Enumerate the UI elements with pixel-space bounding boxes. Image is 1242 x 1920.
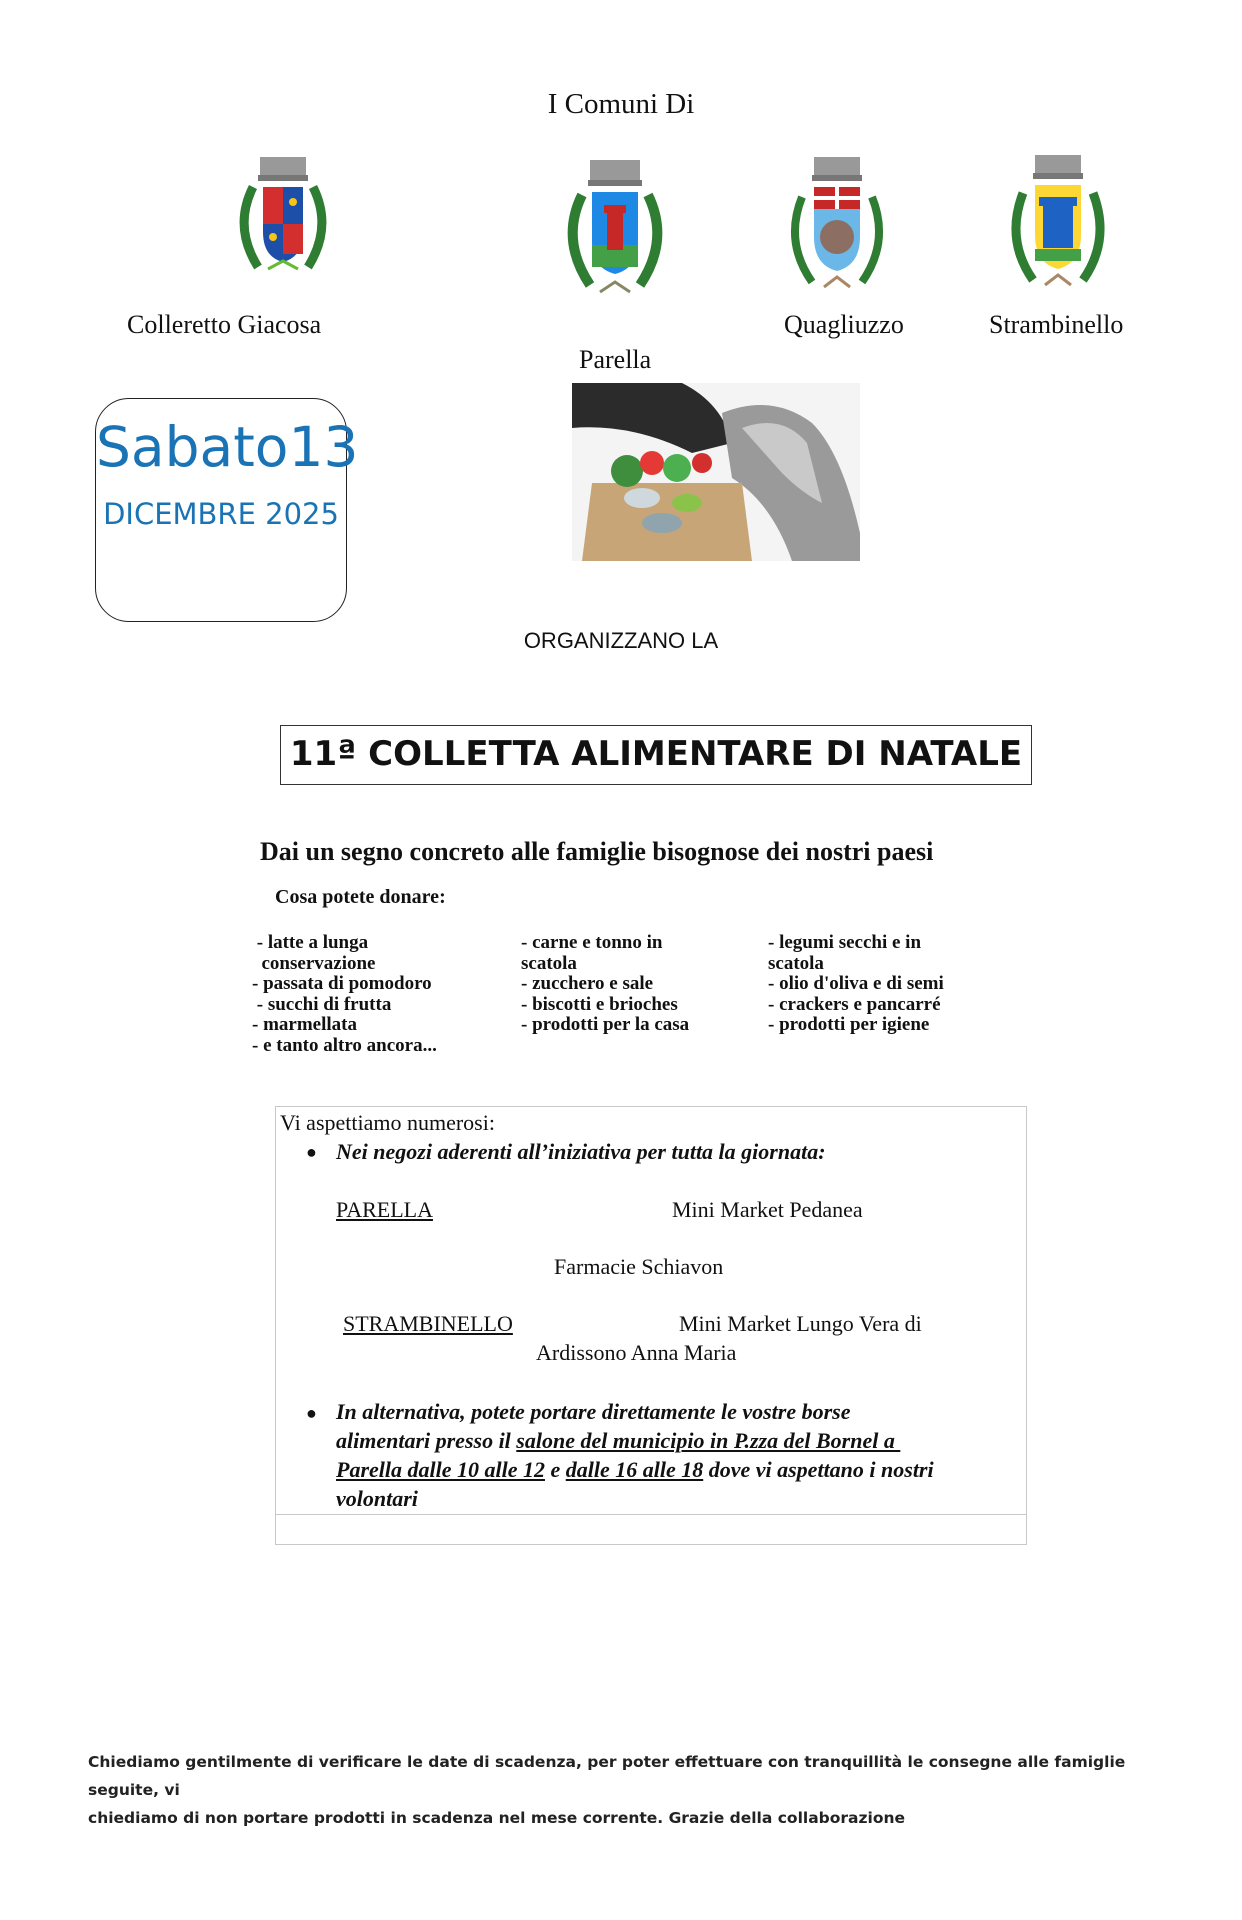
donate-heading: Cosa potete donare:: [275, 886, 446, 908]
list-item: scatola: [768, 952, 824, 974]
list-item: - succhi di frutta: [252, 993, 392, 1015]
info-intro: Vi aspettiamo numerosi:: [280, 1110, 495, 1135]
alt-line-4: volontari: [336, 1486, 418, 1511]
divider: [276, 1514, 1026, 1515]
footer-line-2: chiediamo di non portare prodotti in scadenza nel mese corrente. Grazie della collaborazione: [88, 1809, 906, 1827]
strambinello-shop-l2: Ardissono Anna Maria: [536, 1340, 737, 1365]
parella-shop-1: Mini Market Pedanea: [672, 1197, 863, 1222]
list-item: - biscotti e brioches: [521, 993, 678, 1015]
footer-note: [88, 1748, 1168, 1832]
donate-column-2: [521, 933, 689, 1036]
list-item: - e tanto altro ancora...: [252, 1034, 437, 1056]
parella-crest-icon: [560, 160, 670, 310]
date-month: DICEMBRE 2025: [103, 497, 339, 531]
bullet-icon: ●: [306, 1142, 317, 1162]
list-item: scatola: [521, 952, 577, 974]
list-item: - passata di pomodoro: [252, 973, 432, 994]
strambinello-shop-l1: Mini Market Lungo Vera di: [679, 1311, 922, 1336]
parella-shop-2: Farmacie Schiavon: [554, 1254, 724, 1279]
parella-label: PARELLA: [336, 1197, 433, 1222]
info-box: [275, 1106, 1027, 1545]
date-day: Sabato13: [96, 415, 359, 479]
food-bag-hands-photo: [572, 383, 860, 561]
alt-line-1: In alternativa, potete portare direttamente le vostre borse: [336, 1399, 851, 1424]
bullet-icon: ●: [306, 1403, 317, 1423]
date-box: [95, 398, 359, 622]
footer-line-1: Chiediamo gentilmente di verificare le date di scadenza, per poter effettuare con tranquillità le consegne alle famiglie seguite, vi: [88, 1753, 1126, 1799]
list-item: - olio d'oliva e di semi: [768, 973, 944, 994]
list-item: - zucchero e sale: [521, 973, 654, 994]
alt-line-3: Parella dalle 10 alle 12 e dalle 16 alle 18 dove vi aspettano i nostri: [336, 1457, 934, 1482]
comune-parella-label: Parella: [579, 345, 652, 374]
list-item: - marmellata: [252, 1014, 357, 1035]
list-item: - carne e tonno in: [521, 932, 663, 953]
alt-line-2: alimentari presso il salone del municipio in P.zza del Bornel a: [336, 1428, 901, 1453]
list-item: - latte a lunga: [252, 932, 369, 953]
event-title: 11ª COLLETTA ALIMENTARE DI NATALE: [280, 725, 1032, 785]
comune-strambinello-label: Strambinello: [989, 310, 1124, 339]
list-item: - crackers e pancarré: [768, 993, 941, 1015]
comune-quagliuzzo-label: Quagliuzzo: [784, 310, 904, 339]
strambinello-label: STRAMBINELLO: [343, 1311, 513, 1336]
subtitle: Dai un segno concreto alle famiglie bisognose dei nostri paesi: [260, 837, 934, 866]
quagliuzzo-crest-icon: [782, 157, 892, 302]
list-item: - legumi secchi e in: [768, 932, 922, 953]
list-item: - prodotti per la casa: [521, 1014, 690, 1035]
comune-colleretto-label: Colleretto Giacosa: [127, 310, 322, 339]
header-title: I Comuni Di: [547, 88, 695, 120]
list-item: conservazione: [252, 952, 376, 974]
donate-column-1: [252, 933, 437, 1056]
info-bullet-1: Nei negozi aderenti all’iniziativa per tutta la giornata:: [336, 1139, 826, 1164]
strambinello-crest-icon: [1003, 155, 1113, 300]
organize-text: ORGANIZZANO LA: [523, 628, 719, 653]
colleretto-crest-icon: [228, 157, 338, 297]
list-item: - prodotti per igiene: [768, 1014, 930, 1035]
donate-column-3: [768, 933, 944, 1036]
